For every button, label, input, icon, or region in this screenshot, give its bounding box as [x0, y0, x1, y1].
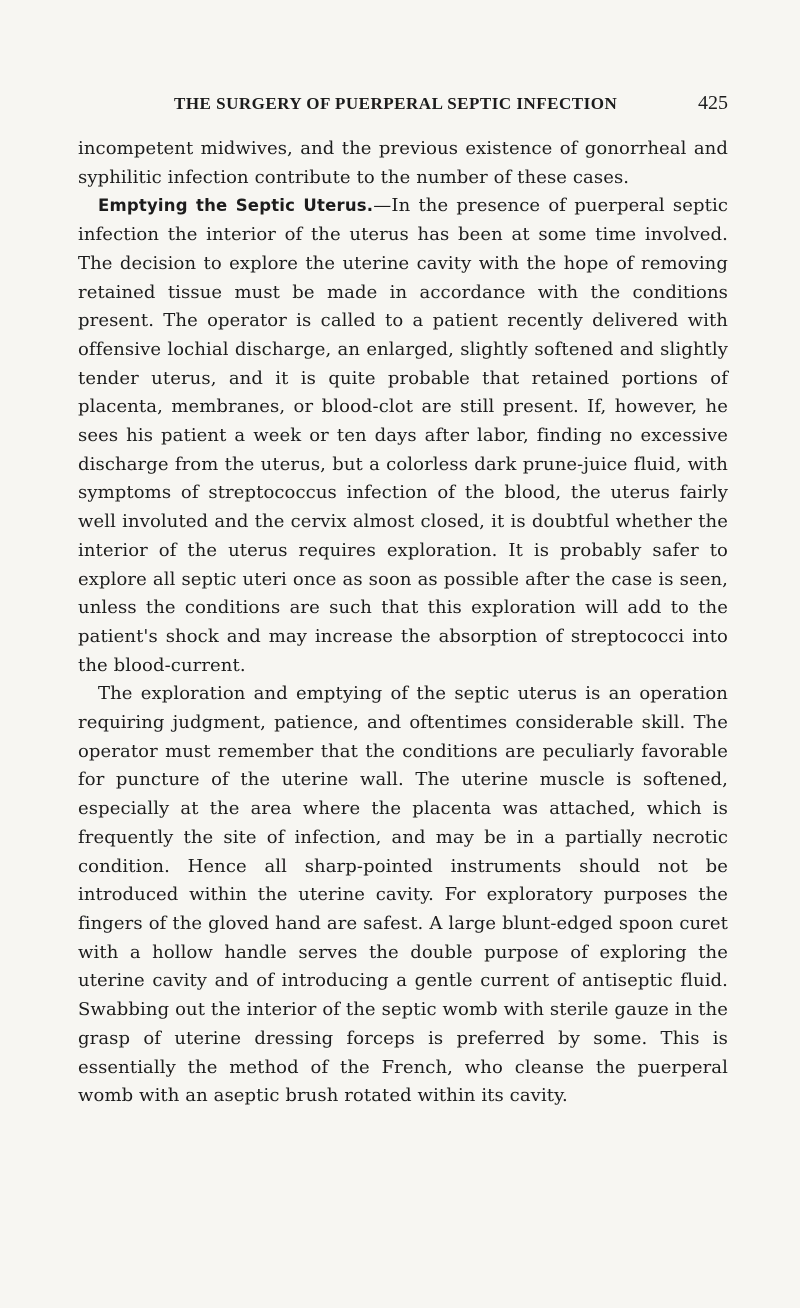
page-number: 425: [698, 92, 728, 114]
paragraph-emptying-septic-uterus: [78, 192, 728, 680]
book-page: [78, 92, 728, 1111]
running-head: THE SURGERY OF PUERPERAL SEPTIC INFECTION: [174, 94, 618, 113]
paragraph-text: —In the presence of puerperal septic infection the interior of the uterus has been at some time involved. The decision to explore the uterine cavity with the hope of removing retained tissue must be made in accordance with the conditions present. The operator is called to a patient recently delivered with offensive lochial discharge, an enlarged, slightly softened and slightly tender uterus, and it is quite probable that retained portions of placenta, membranes, or blood-clot are still present. If, however, he sees his patient a week or ten days after labor, finding no excessive discharge from the uterus, but a colorless dark prune-juice fluid, with symptoms of streptococcus infection of the blood, the uterus fairly well involuted and the cervix almost closed, it is doubtful whether the interior of the uterus requires exploration. It is probably safer to explore all septic uteri once as soon as possible after the case is seen, unless the conditions are such that this exploration will add to the patient's shock and may increase the absorption of streptococci into the blood-current.: [78, 195, 728, 676]
paragraph-continuation: incompetent midwives, and the previous existence of gonorrheal and syphilitic infection contribute to the number of these cases.: [78, 138, 728, 188]
paragraph-exploration: The exploration and emptying of the septic uterus is an operation requiring judgment, patience, and oftentimes considerable skill. The operator must remember that the conditions are peculiarly favorable for puncture of the uterine wall. The uterine muscle is softened, especially at the area where the placenta was attached, which is frequently the site of infection, and may be in a partially necrotic condition. Hence all sharp-pointed instruments should not be introduced within the uterine cavity. For exploratory purposes the fingers of the gloved hand are safest. A large blunt-edged spoon curet with a hollow handle serves the double purpose of exploring the uterine cavity and of introducing a gentle current of antiseptic fluid. Swabbing out the interior of the septic womb with sterile gauze in the grasp of uterine dressing forceps is preferred by some. This is essentially the method of the French, who cleanse the puerperal womb with an aseptic brush rotated within its cavity.: [78, 683, 728, 1107]
section-heading: Emptying the Septic Uterus.: [98, 196, 374, 216]
page-header: [174, 92, 728, 115]
